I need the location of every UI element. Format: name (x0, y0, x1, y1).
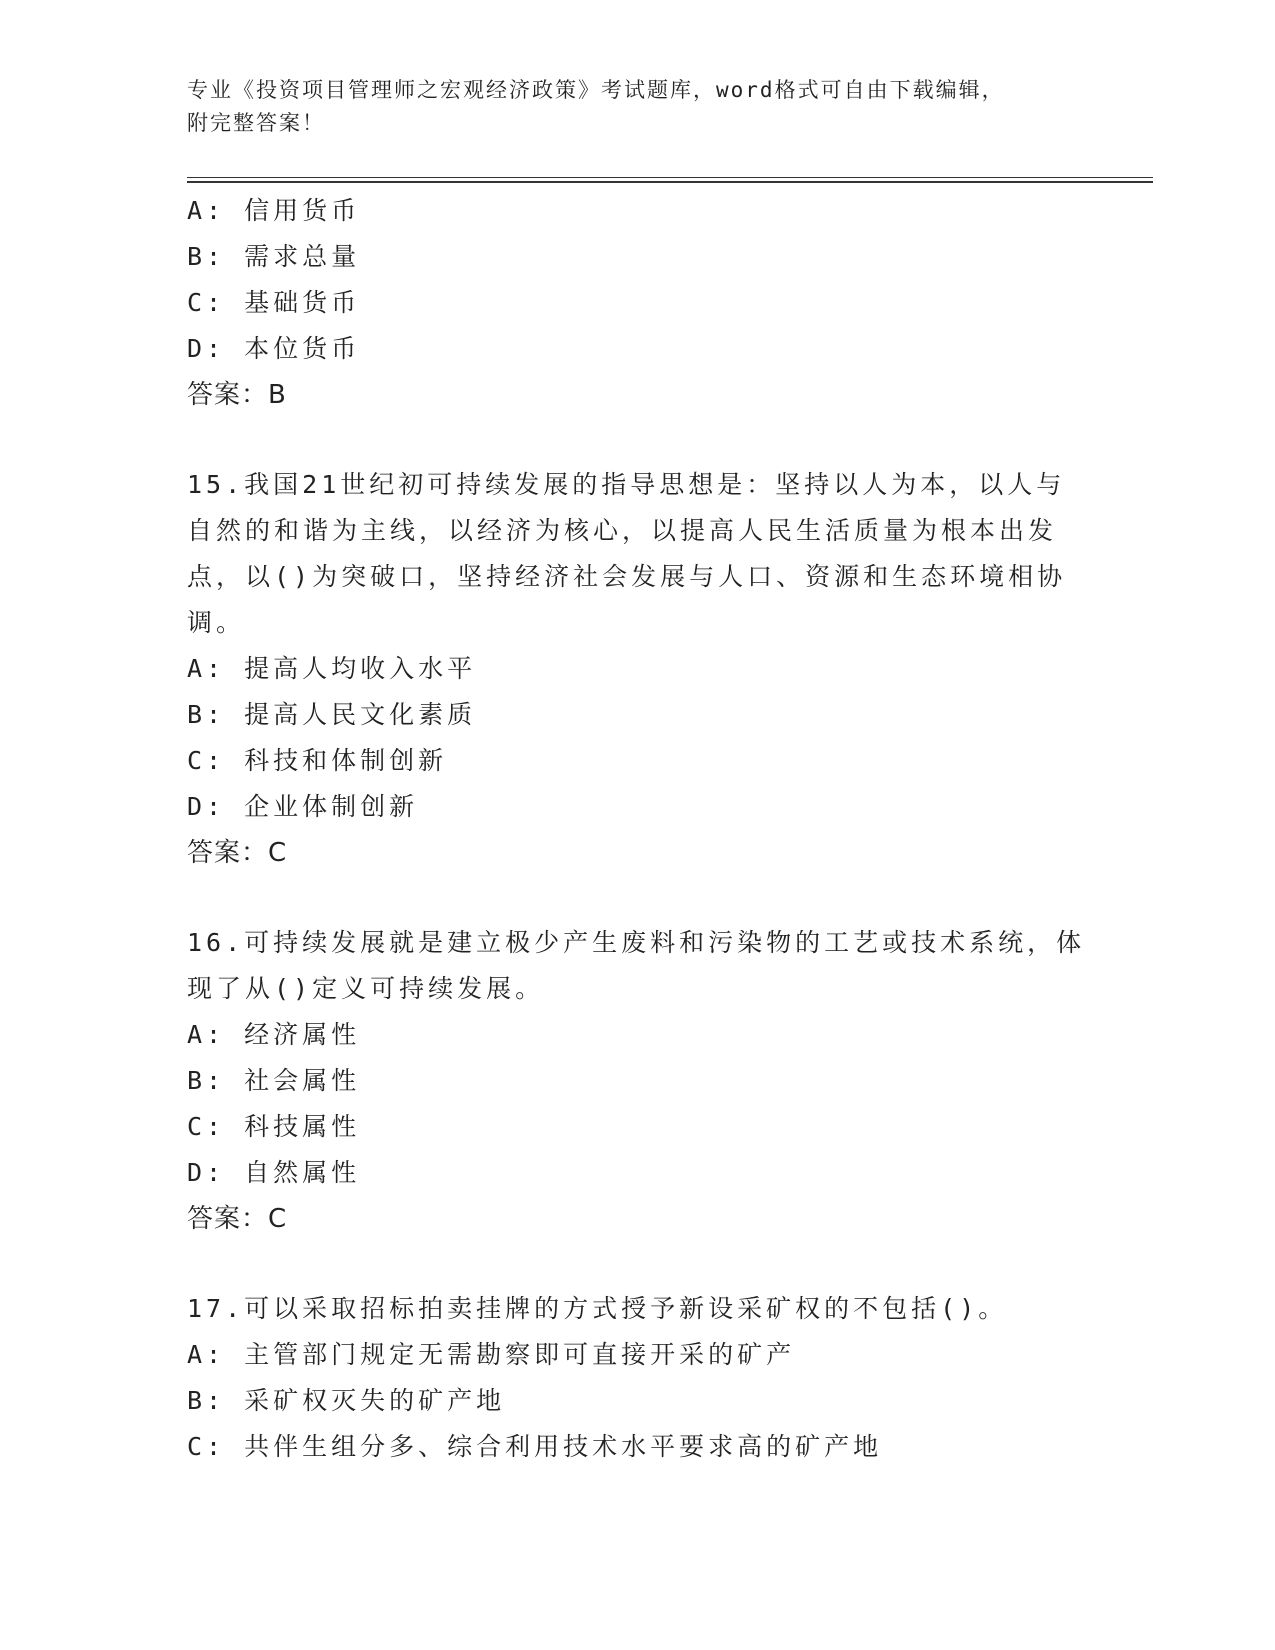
option-a: A: 信用货币 (187, 196, 361, 225)
option-c: C: 基础货币 (187, 288, 361, 317)
header-divider-thick (187, 181, 1153, 183)
option-b: B: 采矿权灭失的矿产地 (187, 1386, 506, 1415)
option-d: D: 自然属性 (187, 1158, 361, 1187)
question-stem-line: 点，以()为突破口，坚持经济社会发展与人口、资源和生态环境相协 (187, 562, 1067, 591)
question-stem-line: 16.可持续发展就是建立极少产生废料和污染物的工艺或技术系统，体 (187, 928, 1086, 957)
question-15 (187, 462, 1087, 876)
option-b: B: 提高人民文化素质 (187, 700, 477, 729)
option-a: A: 经济属性 (187, 1020, 361, 1049)
question-16 (187, 920, 1087, 1242)
header-line-2: 附完整答案！ (187, 111, 325, 135)
option-c: C: 共伴生组分多、综合利用技术水平要求高的矿产地 (187, 1432, 883, 1461)
header-line-1: 专业《投资项目管理师之宏观经济政策》考试题库，word格式可自由下载编辑， (187, 78, 1005, 102)
question-17 (187, 1286, 1087, 1470)
option-b: B: 需求总量 (187, 242, 361, 271)
answer: 答案：B (187, 380, 287, 410)
question-stem-line: 现了从()定义可持续发展。 (187, 974, 545, 1003)
document-header (187, 74, 1147, 140)
answer: 答案：C (187, 838, 288, 868)
option-d: D: 企业体制创新 (187, 792, 419, 821)
option-d: D: 本位货币 (187, 334, 361, 363)
question-list (187, 188, 1087, 1470)
question-14 (187, 188, 1087, 418)
question-stem-line: 17.可以采取招标拍卖挂牌的方式授予新设采矿权的不包括()。 (187, 1294, 1008, 1323)
option-c: C: 科技和体制创新 (187, 746, 448, 775)
question-stem-line: 自然的和谐为主线，以经济为核心，以提高人民生活质量为根本出发 (187, 516, 1058, 545)
question-stem-line: 调。 (187, 608, 246, 637)
option-b: B: 社会属性 (187, 1066, 361, 1095)
option-c: C: 科技属性 (187, 1112, 361, 1141)
header-divider-thin (187, 177, 1153, 178)
answer: 答案：C (187, 1204, 288, 1234)
question-stem-line: 15.我国21世纪初可持续发展的指导思想是：坚持以人为本，以人与 (187, 470, 1066, 499)
option-a: A: 提高人均收入水平 (187, 654, 477, 683)
option-a: A: 主管部门规定无需勘察即可直接开采的矿产 (187, 1340, 796, 1369)
